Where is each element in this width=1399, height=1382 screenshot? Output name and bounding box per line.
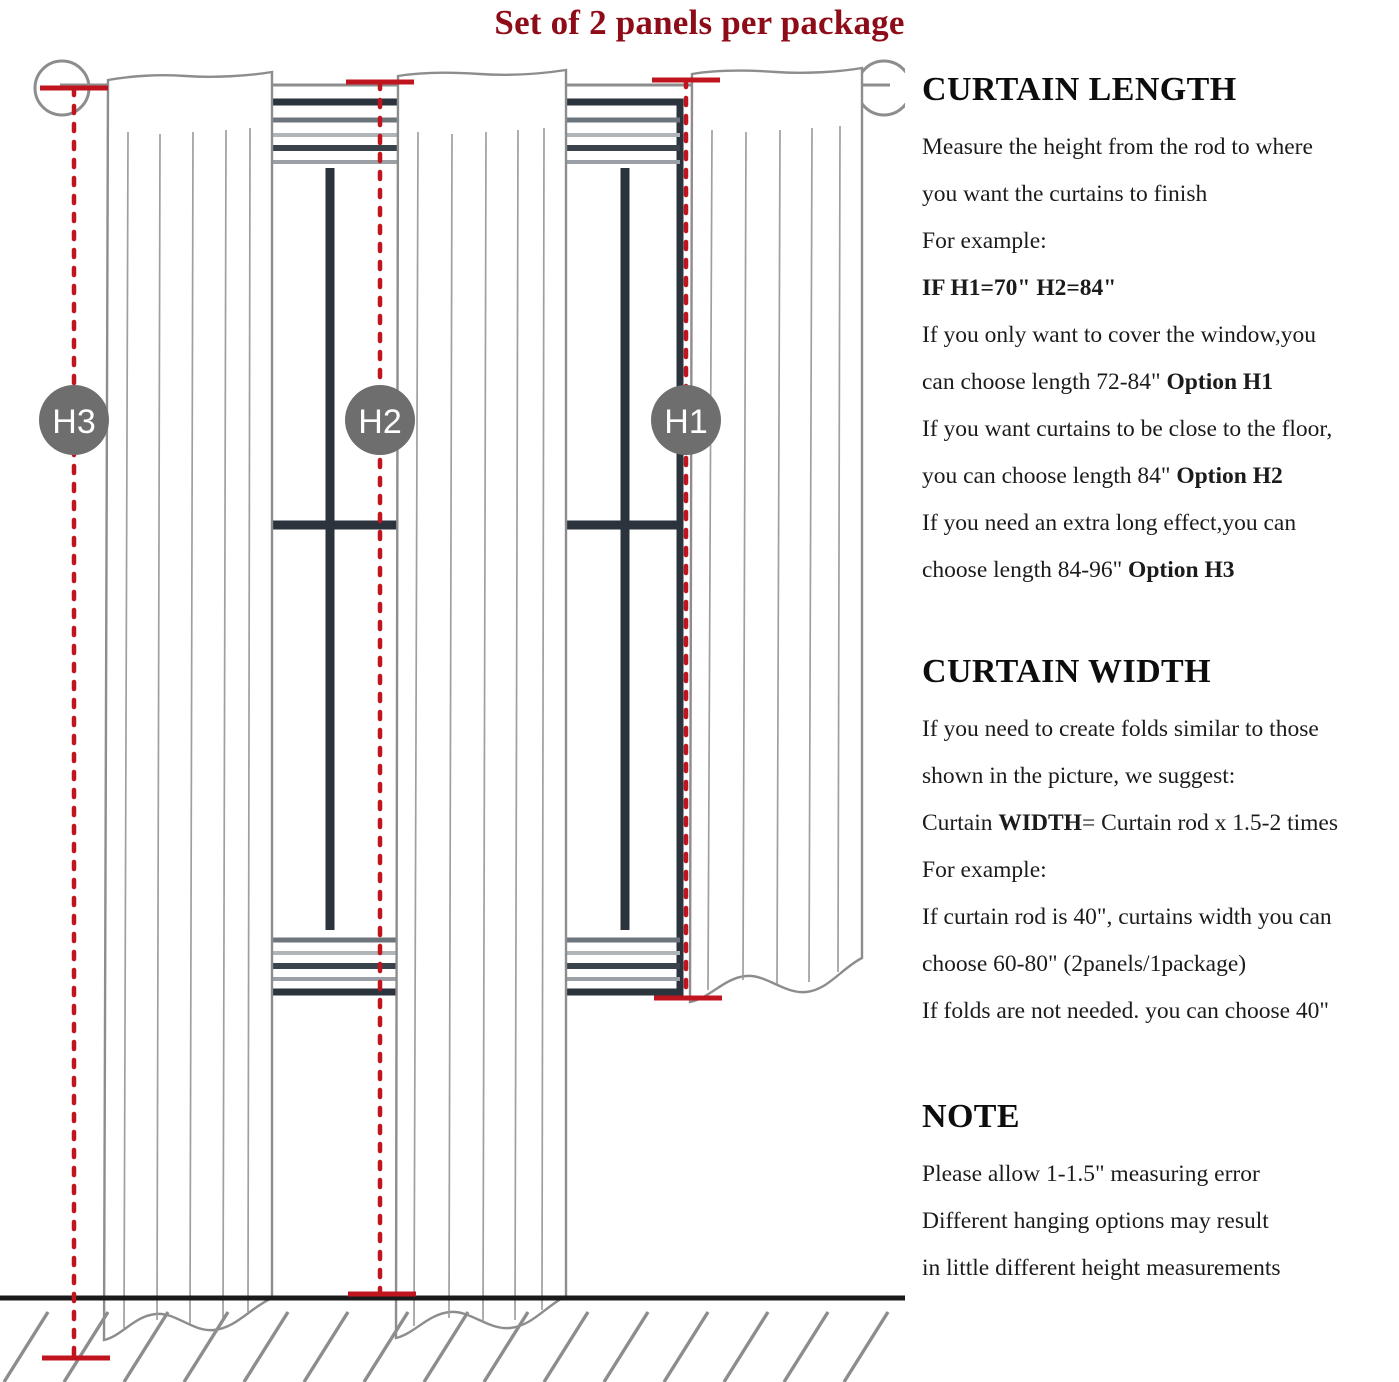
instruction-line: Measure the height from the rod to where bbox=[922, 134, 1313, 160]
instruction-line: If you only want to cover the window,you bbox=[922, 322, 1316, 348]
instruction-line: For example: bbox=[922, 857, 1047, 883]
section-body-curtain-width bbox=[922, 706, 1392, 1035]
instruction-line: Different hanging options may result bbox=[922, 1208, 1269, 1234]
instruction-line: you want the curtains to finish bbox=[922, 181, 1208, 207]
instructions-column bbox=[922, 70, 1392, 1292]
section-heading-curtain-width: CURTAIN WIDTH bbox=[922, 653, 1211, 690]
svg-text:H2: H2 bbox=[358, 403, 402, 441]
instruction-line: you can choose length 84" Option H2 bbox=[922, 463, 1283, 489]
instruction-line: IF H1=70" H2=84" bbox=[922, 275, 1117, 301]
instruction-line: If curtain rod is 40", curtains width you can bbox=[922, 904, 1332, 930]
section-body-note bbox=[922, 1151, 1392, 1292]
instruction-line: choose 60-80" (2panels/1package) bbox=[922, 951, 1247, 977]
instruction-line: For example: bbox=[922, 228, 1047, 254]
instruction-line: choose length 84-96" Option H3 bbox=[922, 557, 1235, 583]
section-body-curtain-length bbox=[922, 124, 1392, 594]
curtain-measurement-illustration bbox=[0, 40, 905, 1382]
instruction-line: If you need an extra long effect,you can bbox=[922, 510, 1297, 536]
instruction-line: can choose length 72-84" Option H1 bbox=[922, 369, 1273, 395]
section-heading-curtain-length: CURTAIN LENGTH bbox=[922, 71, 1237, 108]
instruction-line: Please allow 1-1.5" measuring error bbox=[922, 1161, 1260, 1187]
instruction-line: shown in the picture, we suggest: bbox=[922, 763, 1236, 789]
page-title: Set of 2 panels per package bbox=[494, 3, 905, 42]
instruction-line: If you need to create folds similar to those bbox=[922, 716, 1319, 742]
instruction-line: If you want curtains to be close to the floor, bbox=[922, 416, 1333, 442]
instruction-line: in little different height measurements bbox=[922, 1255, 1281, 1281]
section-heading-note: NOTE bbox=[922, 1098, 1020, 1135]
instruction-line: Curtain WIDTH= Curtain rod x 1.5-2 times bbox=[922, 810, 1339, 836]
svg-text:H1: H1 bbox=[664, 403, 708, 441]
svg-text:H3: H3 bbox=[52, 403, 96, 441]
measure-h3 bbox=[39, 88, 110, 1358]
instruction-line: If folds are not needed. you can choose 40" bbox=[922, 998, 1329, 1024]
